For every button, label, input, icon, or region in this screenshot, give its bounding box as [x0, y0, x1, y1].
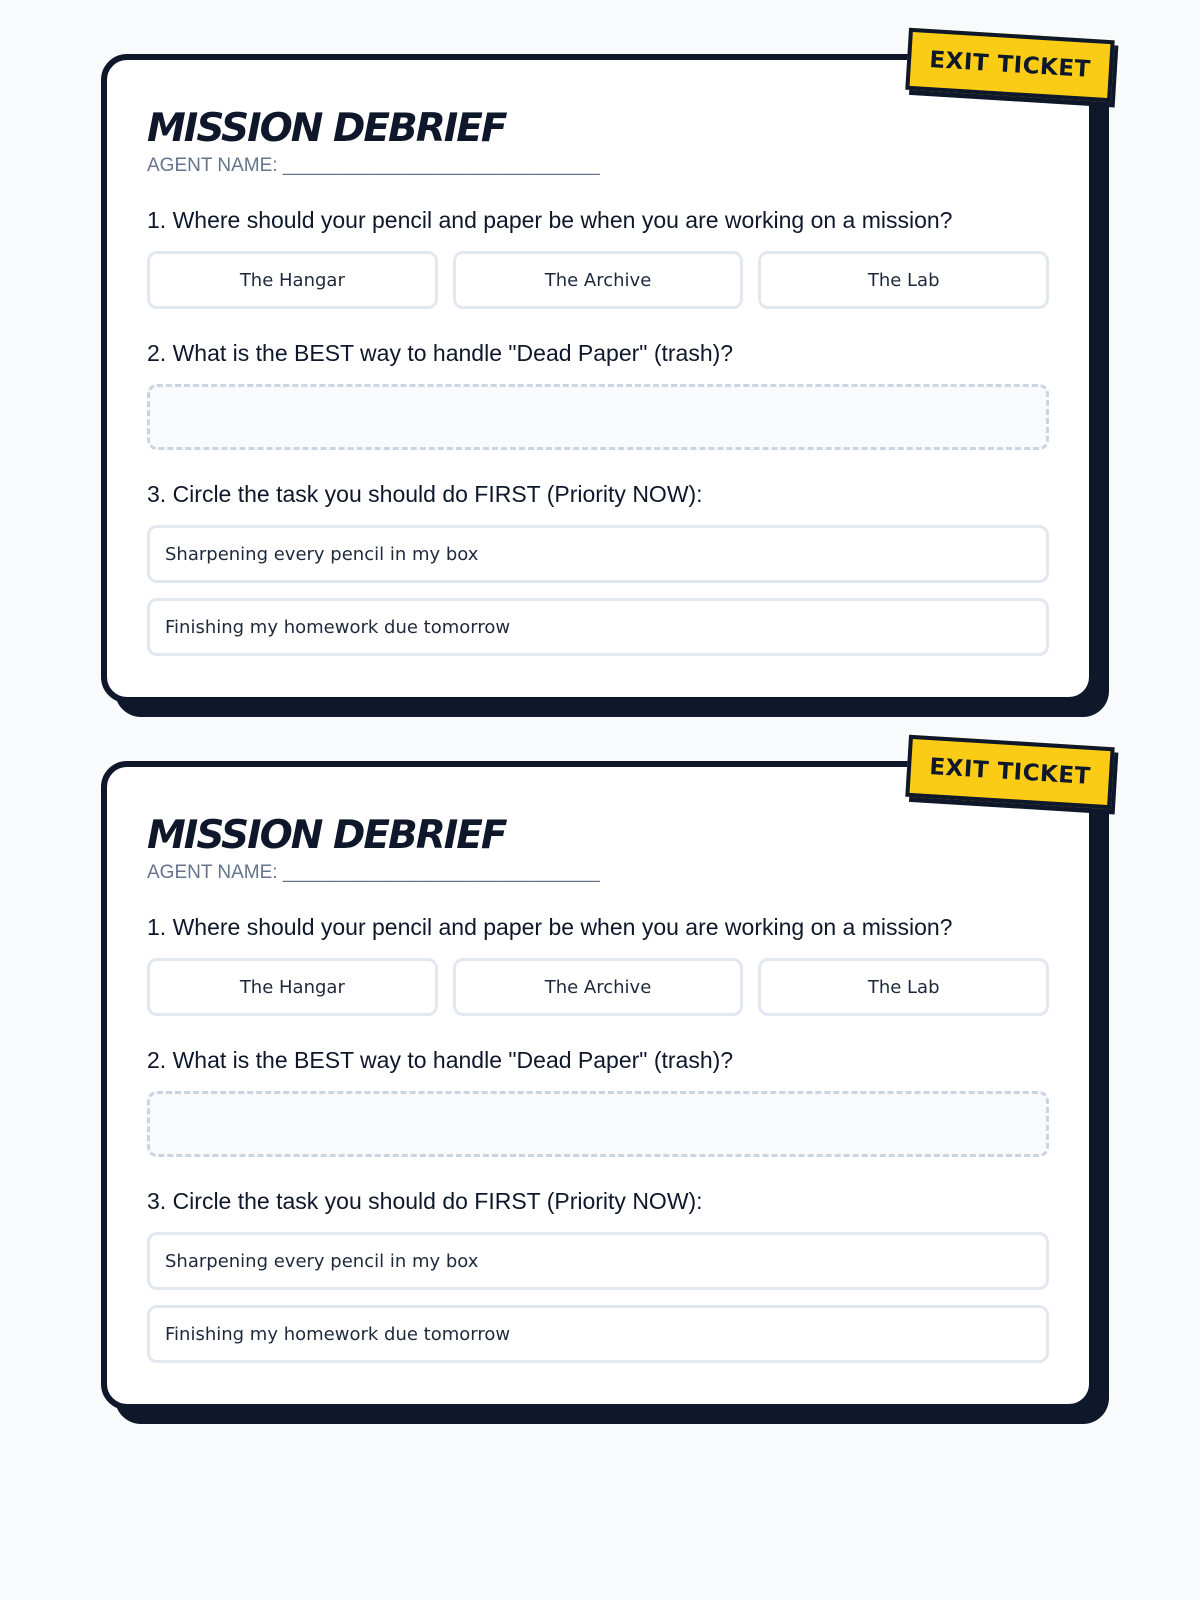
task-option-sharpening[interactable]: Sharpening every pencil in my box — [147, 1232, 1049, 1290]
task-option-homework[interactable]: Finishing my homework due tomorrow — [147, 598, 1049, 656]
exit-ticket-tag: EXIT TICKET — [905, 735, 1114, 809]
question-2: 2. What is the BEST way to handle "Dead Paper" (trash)? — [147, 1047, 734, 1073]
question-1: 1. Where should your pencil and paper be when you are working on a mission? — [147, 207, 953, 233]
question-3: 3. Circle the task you should do FIRST (Priority NOW): — [147, 481, 703, 507]
option-the-hangar[interactable]: The Hangar — [147, 251, 438, 309]
ticket-title: MISSION DEBRIEF — [147, 106, 506, 151]
option-the-hangar[interactable]: The Hangar — [147, 958, 438, 1016]
option-the-lab[interactable]: The Lab — [758, 958, 1049, 1016]
exit-ticket-card — [101, 47, 1095, 703]
answer-box[interactable] — [147, 1091, 1049, 1157]
exit-ticket-card — [101, 754, 1095, 1410]
question-3: 3. Circle the task you should do FIRST (Priority NOW): — [147, 1188, 703, 1214]
question-1-options — [147, 251, 1049, 309]
option-the-lab[interactable]: The Lab — [758, 251, 1049, 309]
agent-name-field[interactable]: AGENT NAME: ______________________________ — [147, 862, 600, 883]
task-option-sharpening[interactable]: Sharpening every pencil in my box — [147, 525, 1049, 583]
ticket-title: MISSION DEBRIEF — [147, 813, 506, 858]
option-the-archive[interactable]: The Archive — [453, 958, 744, 1016]
answer-box[interactable] — [147, 384, 1049, 450]
task-option-homework[interactable]: Finishing my homework due tomorrow — [147, 1305, 1049, 1363]
exit-ticket-tag: EXIT TICKET — [905, 28, 1114, 102]
question-1: 1. Where should your pencil and paper be when you are working on a mission? — [147, 914, 953, 940]
question-2: 2. What is the BEST way to handle "Dead Paper" (trash)? — [147, 340, 734, 366]
agent-name-field[interactable]: AGENT NAME: ______________________________ — [147, 155, 600, 176]
question-1-options — [147, 958, 1049, 1016]
option-the-archive[interactable]: The Archive — [453, 251, 744, 309]
